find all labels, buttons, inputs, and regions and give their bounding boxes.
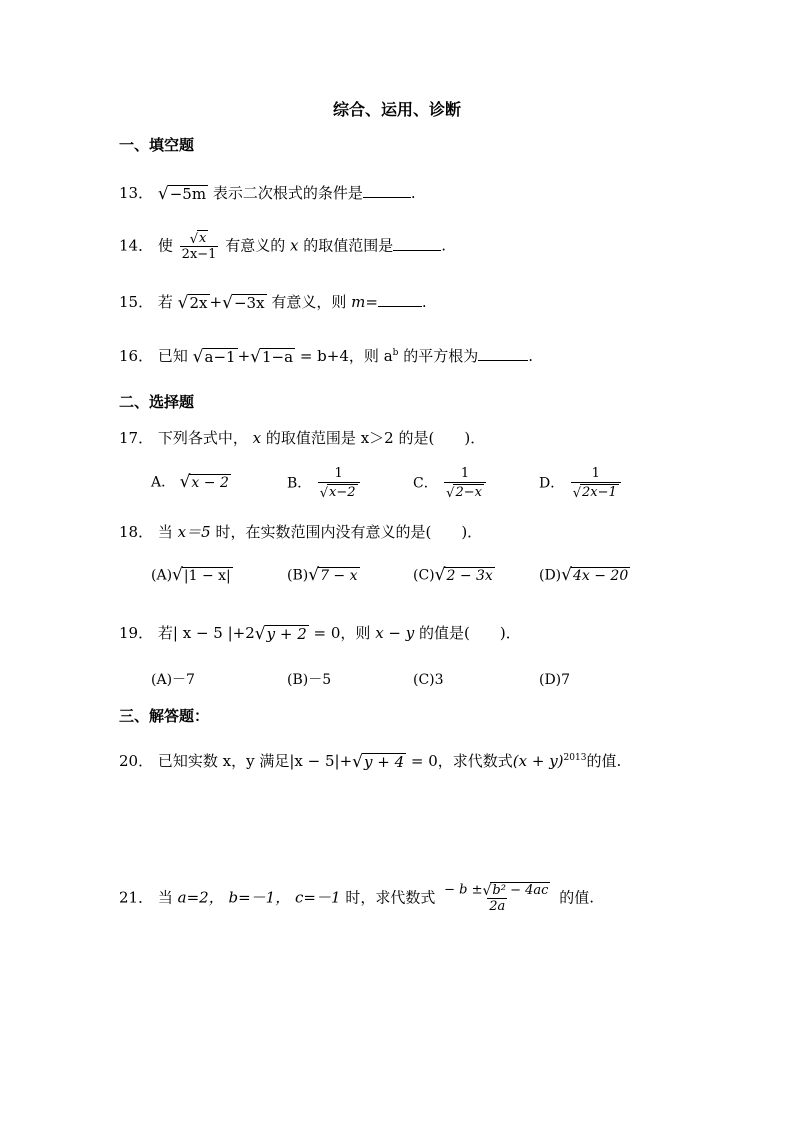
option-19c[interactable]: (C)3 — [413, 672, 444, 688]
option-17c[interactable]: C． 1 √ 2−x — [413, 467, 488, 500]
answer-blank[interactable] — [363, 183, 411, 198]
sqrt-expression: √ 1−a — [250, 346, 294, 367]
option-19d[interactable]: (D)7 — [539, 672, 571, 688]
question-18: 18． 当 x＝5 时，在实数范围内没有意义的是( )． — [119, 523, 483, 541]
question-16: 16． 已知 √ a−1 + √ 1−a = b+4，则 $a^b$ 的平方根为 . — [119, 346, 533, 367]
question-number: 20． — [119, 751, 154, 770]
question-number: 13． — [119, 184, 154, 202]
sqrt-expression: √ −5m — [157, 183, 207, 204]
option-18b[interactable]: (B) √ 7 − x — [287, 565, 358, 585]
answer-blank[interactable] — [378, 292, 422, 307]
radical-icon: √ — [172, 565, 183, 585]
option-18c[interactable]: (C) √ 2 − 3x — [413, 565, 493, 585]
question-19: 19． 若| x − 5 |+2 √ y + 2 = 0，则 x − y 的值是( )． — [119, 623, 521, 644]
option-19a[interactable]: (A)－7 — [151, 672, 195, 688]
question-text: 表示二次根式的条件是 — [212, 184, 363, 202]
sqrt-expression: √ a−1 — [192, 346, 236, 367]
section-fill-heading: 一、填空题 — [119, 136, 195, 154]
question-number: 18． — [119, 523, 154, 541]
section-choice-heading: 二、选择题 — [119, 393, 195, 411]
question-13: 13． √ −5m 表示二次根式的条件是 . — [119, 183, 416, 204]
question-14: 14． 使 √ x 2x−1 有意义的 x 的取值范围是 . — [119, 231, 447, 263]
option-19b[interactable]: (B)－5 — [287, 672, 332, 688]
sqrt-expression: √ −3x — [222, 292, 265, 313]
answer-blank[interactable] — [478, 346, 528, 361]
fraction: √ x 2x−1 — [181, 231, 217, 263]
radical-icon: √ — [308, 565, 320, 585]
radical-icon: √ — [572, 485, 581, 501]
question-number: 21． — [119, 888, 154, 907]
radical-icon: √ — [352, 751, 363, 772]
radical-icon: √ — [222, 292, 233, 313]
question-17: 17． 下列各式中， x 的取值范围是 x＞2 的是( )． — [119, 429, 486, 447]
option-17d[interactable]: D． 1 √ 2x−1 — [539, 467, 623, 500]
question-number: 15． — [119, 293, 154, 311]
question-number: 14． — [119, 236, 154, 255]
option-17b[interactable]: B． 1 √ x−2 — [287, 467, 362, 500]
radical-icon: √ — [192, 346, 204, 367]
radical-icon: √ — [254, 623, 266, 644]
radical-icon: √ — [179, 472, 191, 492]
question-number: 17． — [119, 429, 154, 447]
radical-icon: √ — [482, 882, 492, 899]
option-18a[interactable]: (A) √ |1 − x| — [151, 565, 231, 585]
radical-icon: √ — [177, 292, 189, 313]
question-21: 21． 当 a=2， b=－1， c=－1 时，求代数式 − b ± √ b² − 4ac 2a 的值. — [119, 882, 594, 915]
radical-icon: √ — [434, 565, 446, 585]
option-17a[interactable]: A． √ x − 2 — [151, 472, 229, 492]
quadratic-fraction: − b ± √ b² − 4ac 2a — [444, 882, 549, 915]
answer-blank[interactable] — [393, 236, 441, 251]
question-number: 16． — [119, 347, 154, 365]
radical-icon: √ — [561, 565, 572, 585]
sqrt-expression: √ 2x — [177, 292, 208, 313]
radical-icon: √ — [250, 346, 261, 367]
question-15: 15． 若 √ 2x + √ −3x 有意义，则 m= . — [119, 292, 427, 313]
radical-icon: √ — [446, 485, 455, 501]
radical-icon: √ — [319, 485, 329, 501]
page-title: 综合、运用、诊断 — [333, 100, 462, 119]
question-number: 19． — [119, 623, 154, 642]
option-18d[interactable]: (D) √ 4x − 20 — [539, 565, 629, 585]
radical-icon: √ — [189, 231, 199, 247]
section-solve-heading: 三、解答题： — [119, 707, 210, 725]
question-20: 20． 已知实数 x，y 满足|x − 5|+ √ y + 4 = 0，求代数式$(x + y)^{2013}$的值. — [119, 751, 622, 772]
radical-icon: √ — [157, 183, 169, 204]
